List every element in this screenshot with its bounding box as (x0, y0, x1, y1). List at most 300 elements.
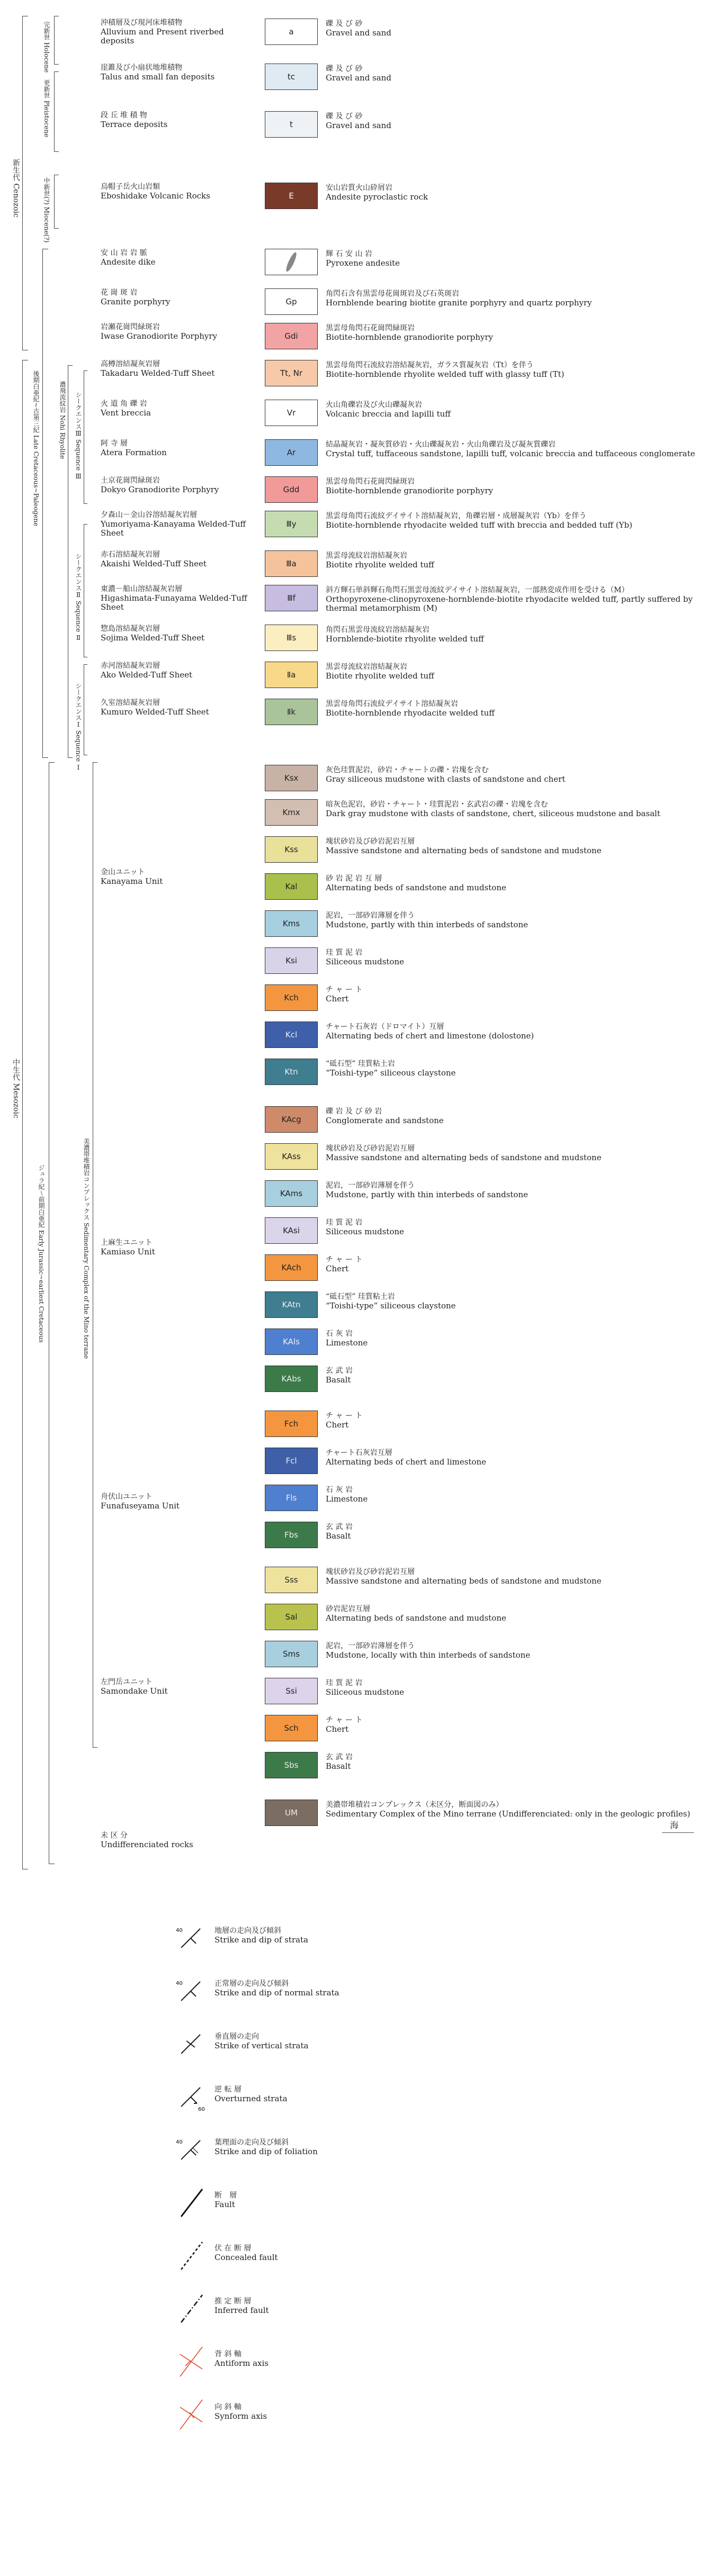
unit-desc-en: Alternating beds of sandstone and mudstone (326, 1613, 506, 1623)
unit-name-en: Iwase Granodiorite Porphyry (101, 331, 217, 341)
unit-name (101, 439, 260, 457)
unit-description (326, 800, 696, 818)
unit-desc-jp: 結晶凝灰岩・凝灰質砂岩・火山礫凝灰岩・火山角礫岩及び凝灰質礫岩 (326, 440, 556, 449)
mino-group-kanayama: 金山ユニット Kanayama Unit (101, 868, 163, 886)
unit-desc-en: Hornblende bearing biotite granite porphyry and quartz porphyry (326, 298, 592, 308)
unit-name-en: Alluvium and Present riverbed deposits (101, 27, 224, 46)
unit-name (101, 288, 260, 306)
unit-description (326, 1292, 696, 1310)
unit-description (326, 1107, 696, 1125)
legend-swatch: Sch (265, 1715, 318, 1741)
era-cenozoic: 新生代 Cenozoic (12, 159, 20, 218)
legend-swatch: Sms (265, 1641, 318, 1667)
unit-desc-jp: 石 灰 岩 (326, 1330, 353, 1338)
unit-name (101, 662, 260, 680)
unit-desc-jp: 珪 質 泥 岩 (326, 948, 363, 957)
legend-swatch: KAtn (265, 1291, 318, 1318)
unit-desc-jp: 黒雲母流紋岩溶結凝灰岩 (326, 663, 407, 671)
legend-swatch: Sbs (265, 1752, 318, 1778)
unit-desc-en: Gravel and sand (326, 28, 391, 38)
legend-swatch: KAls (265, 1328, 318, 1355)
unit-desc-en: Dark gray mudstone with clasts of sandstone, chert, siliceous mudstone and basalt (326, 809, 660, 818)
symbol-label-jp: 垂直層の走向 (215, 2032, 259, 2041)
unit-desc-jp: 黒雲母角閃石流紋デイサイト溶結凝灰岩 (326, 700, 459, 708)
unit-desc-jp: 黒雲母流紋岩溶結凝灰岩 (326, 552, 407, 560)
legend-swatch: KAsi (265, 1217, 318, 1244)
svg-text:40: 40 (176, 1981, 183, 1986)
unit-desc-en: Pyroxene andesite (326, 258, 400, 268)
unit-description (326, 1144, 696, 1162)
unit-description (326, 361, 696, 379)
unit-name-en: Kumuro Welded-Tuff Sheet (101, 707, 209, 717)
unit-name-jp: 惣島溶結凝灰岩層 (101, 625, 160, 633)
unit-desc-jp: チャート石灰岩互層 (326, 1449, 392, 1457)
symbol-label-jp: 断 層 (215, 2191, 237, 2200)
unit-name-jp: 烏帽子岳火山岩類 (101, 183, 160, 191)
unit-name-en: Terrace deposits (101, 120, 168, 129)
symbol-label (215, 2244, 278, 2262)
unit-desc-en: Basalt (326, 1531, 351, 1541)
unit-desc-jp: 砂 岩 泥 岩 互 層 (326, 874, 382, 883)
unit-desc-en: Limestone (326, 1494, 368, 1504)
unit-name (101, 249, 260, 267)
unit-desc-jp: チ ャ ー ト (326, 1716, 363, 1724)
unit-desc-jp: 玄 武 岩 (326, 1753, 353, 1761)
unit-name-en: Yumoriyama-Kanayama Welded-Tuff Sheet (101, 519, 246, 538)
symbol-label-en: Strike of vertical strata (215, 2041, 309, 2050)
legend-swatch: Ⅲf (265, 585, 318, 611)
unit-desc-jp: 砂岩泥岩互層 (326, 1605, 370, 1613)
legend-swatch: Kch (265, 984, 318, 1011)
unit-description (326, 1023, 696, 1041)
unit-desc-en: Biotite-hornblende granodiorite porphyry (326, 332, 494, 342)
unit-name (101, 550, 260, 568)
unit-name-en: Eboshidake Volcanic Rocks (101, 191, 210, 201)
unit-desc-en: Biotite-hornblende rhyolite welded tuff with glassy tuff (Tt) (326, 369, 565, 379)
legend-swatch: Gdd (265, 476, 318, 503)
unit-name-jp: 高樽溶結凝灰岩層 (101, 360, 160, 368)
unit-name-en: Talus and small fan deposits (101, 72, 215, 82)
legend-swatch: KAcg (265, 1106, 318, 1133)
svg-text:40: 40 (176, 1928, 183, 1933)
unit-desc-jp: 塊状砂岩及び砂岩泥岩互層 (326, 1568, 415, 1576)
svg-text:40: 40 (176, 2139, 183, 2145)
legend-swatch: UM (265, 1800, 318, 1826)
legend-swatch: Kms (265, 910, 318, 937)
era-mesozoic: 中生代 Mesozoic (12, 1059, 20, 1118)
unit-desc-en: “Toishi-type” siliceous claystone (326, 1068, 456, 1078)
unit-name-jp: 沖積層及び現河床堆積物 (101, 19, 182, 27)
unit-description (326, 552, 696, 570)
mino-group-funafuseyama: 舟伏山ユニット Funafuseyama Unit (101, 1493, 180, 1511)
unit-desc-jp: チ ャ ー ト (326, 1255, 363, 1264)
unit-desc-en: Conglomerate and sandstone (326, 1116, 444, 1125)
svg-text:60: 60 (198, 2107, 205, 2112)
unit-desc-en: Biotite rhyolite welded tuff (326, 671, 434, 681)
sea-line (662, 1832, 694, 1833)
legend-swatch: t (265, 111, 318, 138)
unit-name (101, 323, 260, 341)
unit-description (326, 1568, 696, 1586)
symbol-label (215, 2403, 267, 2421)
pleistocene-bracket (54, 71, 59, 152)
unit-name (101, 111, 260, 129)
unit-name (101, 585, 260, 612)
symbol-label-jp: 背 斜 軸 (215, 2350, 242, 2358)
unit-desc-en: “Toishi-type” siliceous claystone (326, 1301, 456, 1310)
symbol-label-en: Concealed fault (215, 2253, 278, 2262)
unit-name-en: Sojima Welded-Tuff Sheet (101, 633, 204, 643)
unit-desc-en: Massive sandstone and alternating beds of sandstone and mudstone (326, 1576, 602, 1586)
unit-name-jp: 安 山 岩 岩 脈 (101, 249, 147, 257)
symbol-label-en: Synform axis (215, 2411, 267, 2421)
unit-desc-jp: “砥石型” 珪質粘土岩 (326, 1292, 395, 1301)
unit-name-jp: 夕森山－金山谷溶結凝灰岩層 (101, 511, 197, 519)
unit-description (326, 477, 696, 495)
unit-name (101, 360, 260, 378)
nohi-bracket (68, 365, 73, 758)
unit-description (326, 65, 696, 83)
period-paleogene: 後期白亜紀~古第三紀 Late Cretaceous~Paleogene (32, 370, 40, 527)
unit-name (101, 625, 260, 643)
unit-desc-jp: 礫 及 び 砂 (326, 112, 363, 121)
unit-desc-en: Mudstone, partly with thin interbeds of sandstone (326, 920, 528, 929)
unit-desc-jp: “砥石型” 珪質粘土岩 (326, 1060, 395, 1068)
unit-desc-en: Gray siliceous mudstone with clasts of sandstone and chert (326, 774, 566, 784)
unit-description (326, 250, 696, 268)
unit-desc-jp: 安山岩質火山砕屑岩 (326, 184, 392, 192)
unit-desc-en: Mudstone, locally with thin interbeds of sandstone (326, 1650, 531, 1660)
unit-description (326, 1181, 696, 1199)
unit-name-jp: 崖錐及び小扇状地堆積物 (101, 64, 182, 72)
legend-swatch: Ⅲa (265, 550, 318, 577)
unit-desc-en: Hornblende-biotite rhyolite welded tuff (326, 634, 484, 644)
legend-swatch: a (265, 19, 318, 45)
unit-desc-jp: 礫 岩 及 び 砂 岩 (326, 1107, 382, 1116)
legend-swatch: Kcl (265, 1022, 318, 1048)
unit-desc-en: Siliceous mudstone (326, 1227, 404, 1236)
unit-description (326, 911, 696, 929)
unit-desc-jp: 石 灰 岩 (326, 1486, 353, 1494)
strike-dip-icon (175, 1921, 212, 1958)
unit-desc-jp: 黒雲母角閃石流紋岩溶結凝灰岩，ガラス質凝灰岩（Tt）を伴う (326, 361, 534, 369)
unit-name-en: Dokyo Granodiorite Porphyry (101, 485, 219, 494)
symbol-label-en: Overturned strata (215, 2094, 288, 2103)
symbol-label (215, 2350, 269, 2368)
legend-swatch: Ar (265, 439, 318, 466)
andesite-dike-icon (283, 250, 299, 274)
seq1-bracket (84, 664, 87, 755)
unit-desc-jp: 角閃石含有黒雲母花崗斑岩及び石英斑岩 (326, 290, 459, 298)
period-holocene: 完新世 Holocene (43, 21, 50, 73)
legend-swatch: Ⅲs (265, 625, 318, 651)
unit-description (326, 1679, 696, 1697)
unit-desc-jp: 美濃帯堆積岩コンプレックス（未区分，断面図のみ） (326, 1801, 504, 1809)
unit-desc-jp: 火山角礫岩及び火山礫凝灰岩 (326, 401, 422, 409)
symbol-label (215, 2032, 308, 2050)
unit-name-en: Andesite dike (101, 257, 156, 267)
unit-name-en: Ako Welded-Tuff Sheet (101, 670, 193, 680)
fault-icon (175, 2186, 212, 2223)
synform-axis-icon (175, 2398, 212, 2435)
legend-swatch: tc (265, 64, 318, 90)
unit-name-en: Atera Formation (101, 448, 167, 457)
period-pleistocene: 更新世 Pleistocene (43, 79, 50, 138)
antiform-axis-icon (175, 2345, 212, 2382)
unit-name-en: Akaishi Welded-Tuff Sheet (101, 559, 207, 568)
legend-swatch: KAbs (265, 1366, 318, 1392)
unit-description (326, 1605, 696, 1623)
symbol-label-en: Strike and dip of normal strata (215, 1988, 339, 1997)
symbol-label-jp: 逆 転 層 (215, 2085, 242, 2094)
symbol-label-jp: 地層の走向及び傾斜 (215, 1927, 281, 1935)
unit-name-en: Takadaru Welded-Tuff Sheet (101, 368, 215, 378)
legend-swatch: KAch (265, 1254, 318, 1281)
unit-name-jp: 阿 寺 層 (101, 439, 128, 448)
sea-label: 海 (670, 1820, 679, 1830)
legend-swatch: Sal (265, 1604, 318, 1630)
concealed-fault-icon (175, 2239, 212, 2276)
unit-desc-en: Mudstone, partly with thin interbeds of sandstone (326, 1190, 528, 1199)
unit-desc-en: Massive sandstone and alternating beds of sandstone and mudstone (326, 1153, 602, 1162)
unit-desc-en: Chert (326, 1264, 349, 1273)
unit-desc-en: Alternating beds of chert and limestone (dolostone) (326, 1031, 534, 1041)
cenozoic-bracket (22, 16, 28, 350)
unit-desc-en: Basalt (326, 1761, 351, 1771)
unit-desc-jp: チャート石灰岩（ドロマイト）互層 (326, 1023, 444, 1031)
legend-swatch: Kss (265, 836, 318, 863)
unit-desc-en: Biotite-hornblende granodiorite porphyry (326, 486, 494, 495)
symbol-label (215, 2085, 287, 2103)
symbol-label-jp: 向 斜 軸 (215, 2403, 242, 2411)
symbol-label-en: Strike and dip of foliation (215, 2147, 318, 2156)
legend-swatch: Fbs (265, 1522, 318, 1548)
unit-description (326, 948, 696, 966)
unit-desc-jp: 礫 及 び 砂 (326, 65, 363, 73)
unit-desc-en: Limestone (326, 1338, 368, 1348)
symbol-label-en: Inferred fault (215, 2306, 269, 2315)
unit-desc-en: Volcanic breccia and lapilli tuff (326, 409, 451, 419)
seq3-bracket (84, 370, 87, 504)
legend-swatch: Ⅱk (265, 699, 318, 725)
unit-name-jp: 岩瀬花崗閃緑斑岩 (101, 323, 160, 331)
unit-desc-jp: 塊状砂岩及び砂岩泥岩互層 (326, 837, 415, 846)
unit-name (101, 400, 260, 418)
unit-desc-jp: 輝 石 安 山 岩 (326, 250, 372, 258)
vertical-strata-icon (175, 2027, 212, 2064)
symbol-label-jp: 推 定 断 層 (215, 2297, 252, 2306)
unit-description (326, 401, 696, 419)
symbol-label-jp: 葉理面の走向及び傾斜 (215, 2138, 289, 2147)
unit-name-jp: 久室溶結凝灰岩層 (101, 699, 160, 707)
jurassic-bracket (49, 762, 55, 1864)
legend-swatch: Ktn (265, 1059, 318, 1085)
unit-description (326, 1486, 696, 1504)
unit-name-en: Vent breccia (101, 408, 151, 418)
unit-desc-en: Biotite rhyolite welded tuff (326, 560, 434, 570)
legend-swatch: Gdi (265, 323, 318, 349)
unit-description (326, 986, 696, 1004)
unit-desc-jp: 玄 武 岩 (326, 1523, 353, 1531)
unit-description (326, 1218, 696, 1236)
unit-desc-jp: 泥岩，一部砂岩薄層を伴う (326, 911, 415, 920)
unit-description (326, 112, 696, 130)
unit-desc-en: Orthopyroxene-clinopyroxene-hornblende-biotite rhyodacite welded tuff, partly suffered by thermal metamorphism (M) (326, 594, 693, 613)
unit-name-jp: 火 道 角 礫 岩 (101, 400, 147, 408)
legend-swatch: Tt, Nr (265, 360, 318, 386)
mino-group-undifferentiated: 未 区 分 Undifferenciated rocks (101, 1831, 193, 1849)
unit-description (326, 512, 696, 530)
symbol-label (215, 2297, 269, 2315)
unit-desc-jp: チ ャ ー ト (326, 1412, 363, 1420)
unit-desc-en: Biotite-hornblende rhyodacite welded tuff (326, 708, 495, 718)
foliation-icon (175, 2133, 212, 2170)
symbol-label-en: Antiform axis (215, 2358, 269, 2368)
legend-swatch: Fls (265, 1485, 318, 1511)
late-cretaceous-bracket (42, 249, 48, 758)
unit-desc-jp: 塊状砂岩及び砂岩泥岩互層 (326, 1144, 415, 1153)
symbol-label (215, 1980, 339, 1997)
unit-name-jp: 赤石溶結凝灰岩層 (101, 550, 160, 559)
legend-swatch: Fcl (265, 1448, 318, 1474)
unit-description (326, 1330, 696, 1348)
unit-description (326, 1060, 696, 1078)
normal-strike-dip-icon (175, 1974, 212, 2011)
mino-terrane-label: 美濃帯堆積岩コンプレックス Sedimentary Complex of the Mino terrane (83, 1138, 90, 1359)
unit-desc-en: Alternating beds of chert and limestone (326, 1457, 486, 1467)
unit-name-jp: 土京花崗閃緑斑岩 (101, 476, 160, 485)
unit-description (326, 20, 696, 38)
legend-swatch: E (265, 183, 318, 209)
seq2-bracket (84, 524, 87, 657)
legend-swatch: KAms (265, 1180, 318, 1207)
unit-description (326, 837, 696, 855)
unit-description (326, 1523, 696, 1541)
unit-desc-jp: 黒雲母角閃石花崗閃緑斑岩 (326, 477, 415, 486)
unit-description (326, 1449, 696, 1467)
unit-description (326, 1412, 696, 1430)
mino-group-samondake: 左門岳ユニット Samondake Unit (101, 1678, 168, 1696)
unit-desc-en: Massive sandstone and alternating beds of sandstone and mudstone (326, 846, 602, 855)
unit-description (326, 290, 696, 308)
unit-desc-en: Andesite pyroclastic rock (326, 192, 428, 202)
unit-description (326, 440, 696, 458)
unit-desc-jp: 珪 質 泥 岩 (326, 1679, 363, 1687)
symbol-label-jp: 正常層の走向及び傾斜 (215, 1980, 289, 1988)
unit-name-jp: 段 丘 堆 積 物 (101, 111, 147, 120)
unit-description (326, 1801, 696, 1819)
unit-desc-jp: 泥岩，一部砂岩薄層を伴う (326, 1181, 415, 1190)
legend-swatch: Ksx (265, 765, 318, 791)
unit-desc-en: Sedimentary Complex of the Mino terrane (Undifferenciated: only in the geologic profiles) (326, 1809, 691, 1819)
unit-desc-en: Gravel and sand (326, 121, 391, 130)
unit-desc-en: Siliceous mudstone (326, 957, 404, 966)
period-jurassic: ジュラ紀〜前期白亜紀 Early Jurassic~earliest Cretaceous (38, 1164, 45, 1343)
unit-description (326, 1255, 696, 1273)
sequence-ii-label: シークエンスⅡ Sequence Ⅱ (75, 553, 82, 642)
unit-desc-jp: 暗灰色泥岩，砂岩・チャート・珪質泥岩・玄武岩の礫・岩塊を含む (326, 800, 548, 809)
unit-description (326, 184, 696, 202)
period-miocene: 中新世(?) Miocene(?) (43, 177, 50, 243)
unit-desc-jp: 泥岩，一部砂岩薄層を伴う (326, 1642, 415, 1650)
unit-desc-jp: 黒雲母角閃石花崗閃緑斑岩 (326, 324, 415, 332)
symbol-label-en: Strike and dip of strata (215, 1935, 308, 1945)
unit-desc-jp: チ ャ ー ト (326, 986, 363, 994)
unit-description (326, 1367, 696, 1385)
unit-desc-en: Basalt (326, 1375, 351, 1385)
unit-desc-jp: 灰色珪質泥岩，砂岩・チャートの礫・岩塊を含む (326, 766, 489, 774)
legend-swatch: Vr (265, 400, 318, 426)
unit-name-jp: 花 崗 斑 岩 (101, 288, 138, 297)
sequence-i-label: シークエンスⅠ Sequence Ⅰ (75, 683, 82, 772)
unit-description (326, 1753, 696, 1771)
unit-name-en: Higashimata-Funayama Welded-Tuff Sheet (101, 593, 247, 612)
unit-description (326, 766, 696, 784)
unit-name (101, 64, 260, 82)
overturned-strata-icon (175, 2080, 212, 2117)
unit-desc-en: Biotite-hornblende rhyodacite welded tuff with breccia and bedded tuff (Yb) (326, 520, 632, 530)
unit-name-en: Granite porphyry (101, 297, 171, 306)
legend-swatch: Ksi (265, 947, 318, 974)
unit-desc-jp: 玄 武 岩 (326, 1367, 353, 1375)
unit-desc-jp: 斜方輝石単斜輝石角閃石黒雲母流紋デイサイト溶結凝灰岩，一部熱変成作用を受ける（M） (326, 586, 629, 594)
unit-desc-jp: 礫 及 び 砂 (326, 20, 363, 28)
nohi-rhyolite-label: 濃飛流紋岩 Nohi Rhyolite (59, 381, 66, 459)
unit-name-jp: 赤河溶結凝灰岩層 (101, 662, 160, 670)
symbol-label-jp: 伏 在 断 層 (215, 2244, 252, 2253)
mino-group-kamiaso: 上麻生ユニット Kamiaso Unit (101, 1239, 155, 1257)
unit-description (326, 586, 696, 613)
legend-swatch: Fch (265, 1411, 318, 1437)
legend-swatch: Ssi (265, 1678, 318, 1704)
unit-desc-en: Alternating beds of sandstone and mudstone (326, 883, 506, 892)
unit-description (326, 663, 696, 681)
unit-description (326, 1716, 696, 1734)
sequence-iii-label: シークエンスⅢ Sequence Ⅲ (75, 392, 82, 481)
unit-name-jp: 東濃－船山溶結凝灰岩層 (101, 585, 182, 593)
symbol-label-en: Fault (215, 2200, 235, 2209)
unit-desc-en: Chert (326, 1724, 349, 1734)
legend-swatch: Ⅱa (265, 662, 318, 688)
unit-name (101, 511, 260, 538)
legend-swatch (265, 249, 318, 275)
miocene-bracket (54, 175, 59, 229)
unit-name (101, 699, 260, 717)
unit-desc-jp: 珪 質 泥 岩 (326, 1218, 363, 1227)
mino-bracket (93, 762, 97, 1748)
legend-swatch: KAss (265, 1143, 318, 1170)
mesozoic-bracket (22, 360, 28, 1869)
legend-swatch: Sss (265, 1567, 318, 1593)
unit-desc-en: Chert (326, 994, 349, 1004)
unit-desc-en: Gravel and sand (326, 73, 391, 83)
unit-description (326, 626, 696, 644)
unit-name (101, 476, 260, 494)
unit-description (326, 324, 696, 342)
unit-description (326, 874, 696, 892)
unit-desc-jp: 角閃石黒雲母流紋岩溶結凝灰岩 (326, 626, 430, 634)
symbol-label (215, 2191, 237, 2209)
legend-swatch: Gp (265, 288, 318, 315)
symbol-label (215, 1927, 308, 1945)
unit-name (101, 19, 260, 46)
unit-description (326, 1642, 696, 1660)
holocene-bracket (54, 16, 59, 65)
unit-desc-en: Siliceous mudstone (326, 1687, 404, 1697)
unit-name (101, 183, 260, 201)
symbol-label (215, 2138, 318, 2156)
unit-desc-jp: 黒雲母角閃石流紋デイサイト溶結凝灰岩，角礫岩層・成層凝灰岩（Yb）を伴う (326, 512, 587, 520)
